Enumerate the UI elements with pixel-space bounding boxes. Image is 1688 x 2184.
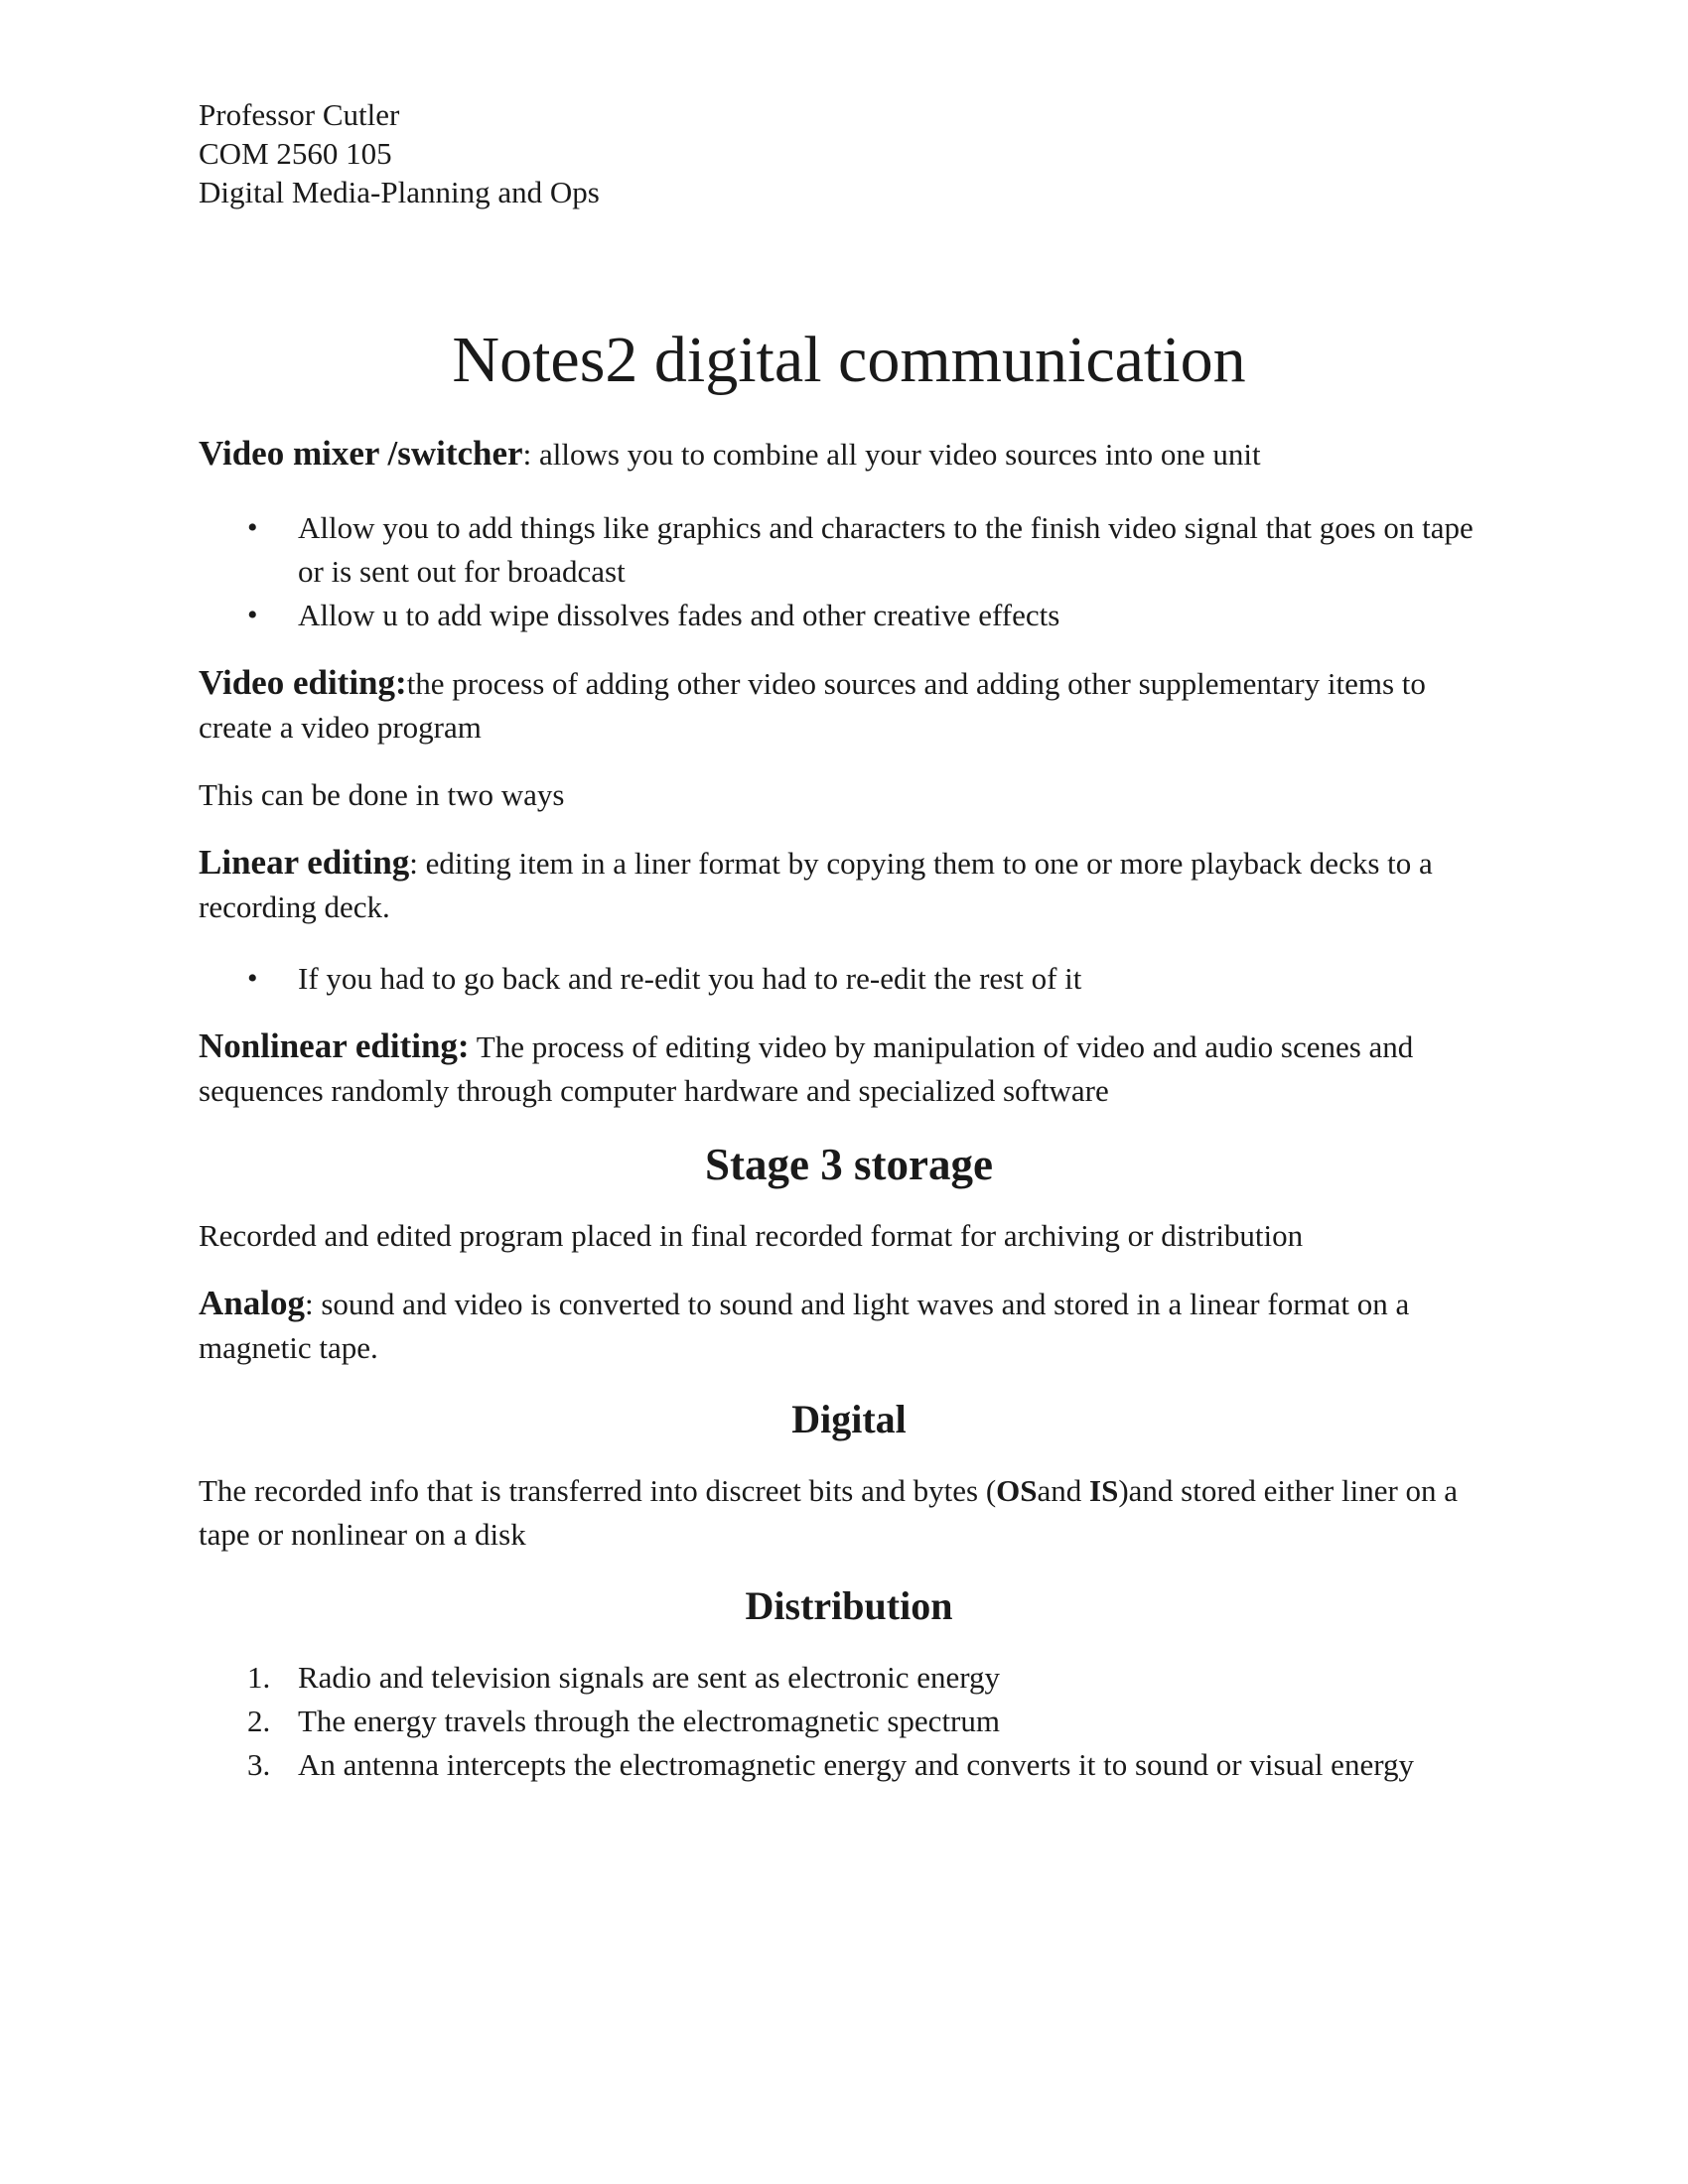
stage3-text: Recorded and edited program placed in final recorded format for archiving or distribution [199,1218,1304,1253]
document-body [199,95,1499,1787]
linear-editing-term: Linear editing [199,843,410,882]
list-item: • If you had to go back and re-edit you had to re-edit the rest of it [298,957,1499,1001]
list-item-text: The energy travels through the electromagnetic spectrum [298,1704,1000,1738]
list-number: 3. [247,1747,271,1782]
video-mixer-paragraph [199,432,1499,477]
digital-text-and: and [1037,1473,1090,1508]
nonlinear-editing-paragraph [199,1024,1499,1113]
list-item-text: An antenna intercepts the electromagnetic energy and converts it to sound or visual energy [298,1747,1414,1782]
nonlinear-editing-term: Nonlinear editing: [199,1026,470,1065]
list-item-text: Radio and television signals are sent as electronic energy [298,1660,1001,1695]
digital-heading: Digital [791,1397,907,1441]
analog-paragraph [199,1282,1499,1370]
course-code: COM 2560 105 [199,136,392,171]
stage3-heading: Stage 3 storage [705,1140,993,1189]
list-item: • Allow u to add wipe dissolves fades and other creative effects [298,594,1499,637]
distribution-list [199,1656,1499,1787]
video-editing-definition: the process of adding other video sources and adding other supplementary items to create a video program [199,666,1426,745]
linear-editing-bullets [199,957,1499,1001]
video-editing-paragraph [199,661,1499,750]
video-mixer-bullets [199,506,1499,637]
video-mixer-term: Video mixer /switcher [199,434,523,473]
digital-text [199,1469,1499,1557]
list-item [247,1656,1499,1700]
two-ways-text: This can be done in two ways [199,777,565,812]
linear-editing-definition: : editing item in a liner format by copying them to one or more playback decks to a recording deck. [199,846,1433,924]
list-number: 2. [247,1704,271,1738]
document-title: Notes2 digital communication [452,324,1246,396]
digital-is-bold: IS [1089,1473,1119,1508]
nonlinear-editing-definition: The process of editing video by manipulation of video and audio scenes and sequences randomly through computer hardware and specialized software [199,1029,1414,1108]
digital-os-bold: OS [996,1473,1038,1508]
analog-definition: : sound and video is converted to sound and light waves and stored in a linear format on a magnetic tape. [199,1287,1410,1365]
professor-name: Professor Cutler [199,97,400,132]
distribution-heading: Distribution [745,1583,953,1628]
video-mixer-definition: : allows you to combine all your video sources into one unit [522,437,1261,472]
list-number: 1. [247,1660,271,1695]
list-item: • Allow you to add things like graphics and characters to the finish video signal that goes on tape or is sent out for broadcast [298,506,1499,594]
analog-term: Analog [199,1284,305,1322]
digital-text-after: )and stored either liner on a tape or nonlinear on a disk [199,1473,1459,1552]
course-name: Digital Media-Planning and Ops [199,175,600,209]
linear-editing-paragraph [199,841,1499,929]
video-editing-term: Video editing: [199,663,407,702]
list-item [247,1700,1499,1743]
list-item [247,1743,1499,1787]
digital-text-before: The recorded info that is transferred into discreet bits and bytes ( [199,1473,997,1508]
